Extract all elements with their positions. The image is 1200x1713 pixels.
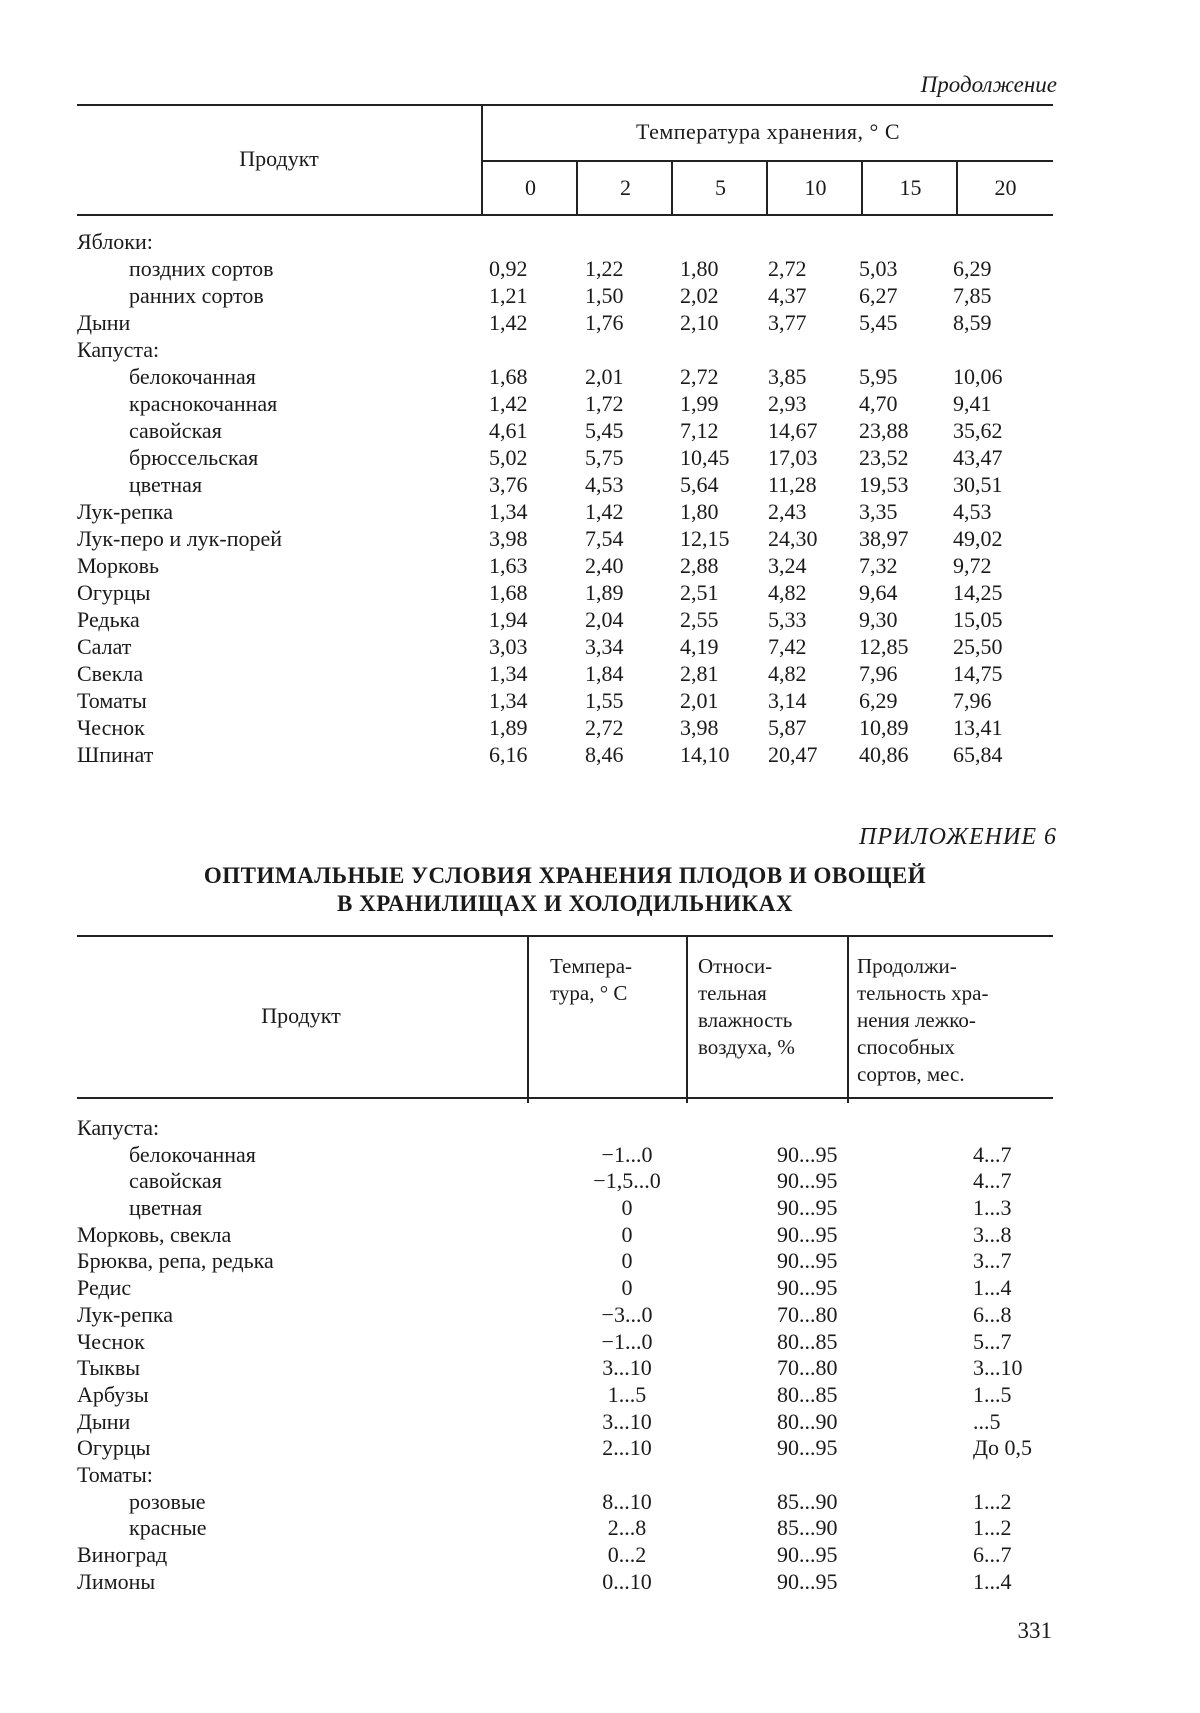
- value-cell: 2,81: [680, 661, 719, 686]
- value-cell: 14,10: [680, 742, 730, 767]
- header-bottom-rule: [77, 214, 1053, 216]
- product-name: Лимоны: [77, 1568, 156, 1594]
- value-cell: 20,47: [768, 742, 818, 767]
- humidity-cell: 90...95: [777, 1195, 838, 1221]
- product-name: Капуста:: [77, 337, 160, 362]
- table-row: [77, 633, 1053, 660]
- value-cell: 10,45: [680, 445, 730, 470]
- product-name: краснокочанная: [129, 391, 278, 416]
- value-cell: 8,46: [585, 742, 624, 767]
- value-cell: 1,34: [489, 661, 528, 686]
- humidity-cell: 70...80: [777, 1301, 838, 1327]
- value-cell: 2,72: [585, 715, 624, 740]
- value-cell: 17,03: [768, 445, 818, 470]
- value-cell: 2,93: [768, 391, 807, 416]
- value-cell: 2,01: [680, 688, 719, 713]
- value-cell: 11,28: [768, 472, 817, 497]
- value-cell: 7,12: [680, 418, 719, 443]
- header-divider: [527, 935, 529, 1103]
- product-name: Лук-репка: [77, 499, 174, 524]
- table-row: [77, 336, 1053, 363]
- table-row: [77, 1409, 1053, 1436]
- value-cell: 7,54: [585, 526, 624, 551]
- col-header-10: 10: [804, 175, 827, 200]
- table-row: [77, 1435, 1053, 1462]
- temperature-cell: −3...0: [601, 1301, 653, 1327]
- duration-cell: 3...7: [973, 1248, 1012, 1274]
- continuation-label: Продолжение: [920, 72, 1057, 97]
- value-cell: 4,19: [680, 634, 719, 659]
- duration-cell: 6...8: [973, 1301, 1012, 1327]
- duration-cell: ...5: [973, 1408, 1001, 1434]
- header-line: способных: [857, 1035, 955, 1059]
- header-line: сортов, мес.: [857, 1062, 965, 1086]
- value-cell: 9,41: [953, 391, 992, 416]
- value-cell: 3,34: [585, 634, 624, 659]
- table-row: [77, 579, 1053, 606]
- humidity-cell: 80...85: [777, 1328, 838, 1354]
- duration-cell: 1...2: [973, 1488, 1012, 1514]
- product-name: красные: [129, 1515, 207, 1541]
- header-line: тельность хра-: [857, 981, 989, 1005]
- appendix-title-line: ОПТИМАЛЬНЫЕ УСЛОВИЯ ХРАНЕНИЯ ПЛОДОВ И ОВОЩЕЙ: [203, 863, 927, 888]
- value-cell: 40,86: [859, 742, 909, 767]
- header-line: Темпера-: [550, 954, 633, 978]
- temperature-cell: 2...8: [607, 1515, 647, 1541]
- value-cell: 12,85: [859, 634, 909, 659]
- product-name: Дыни: [77, 1408, 131, 1434]
- value-cell: 1,99: [680, 391, 719, 416]
- table-row: [77, 228, 1053, 255]
- value-cell: 4,37: [768, 283, 807, 308]
- temperature-cell: 2...10: [602, 1435, 652, 1461]
- value-cell: 10,89: [859, 715, 909, 740]
- product-name: Шпинат: [77, 742, 154, 767]
- value-cell: 1,42: [489, 310, 528, 335]
- header-line: тура, ° С: [550, 981, 628, 1005]
- temperature-cell: −1,5...0: [593, 1168, 661, 1194]
- value-cell: 4,61: [489, 418, 528, 443]
- value-cell: 7,96: [859, 661, 898, 686]
- product-name: Салат: [77, 634, 132, 659]
- product-name: Чеснок: [77, 1328, 145, 1354]
- value-cell: 8,59: [953, 310, 992, 335]
- temperature-cell: 3...10: [602, 1355, 652, 1381]
- value-cell: 5,03: [859, 256, 898, 281]
- table-row: [77, 282, 1053, 309]
- value-cell: 5,87: [768, 715, 807, 740]
- value-cell: 10,06: [953, 364, 1003, 389]
- value-cell: 6,16: [489, 742, 528, 767]
- value-cell: 3,76: [489, 472, 528, 497]
- humidity-cell: 70...80: [777, 1355, 838, 1381]
- col-header-5: 5: [715, 175, 726, 200]
- table-row: [77, 687, 1053, 714]
- value-cell: 2,55: [680, 607, 719, 632]
- table-row: [77, 1168, 1053, 1195]
- product-name: Капуста:: [77, 1115, 160, 1140]
- value-cell: 4,70: [859, 391, 898, 416]
- duration-cell: 1...4: [973, 1568, 1012, 1594]
- value-cell: 1,55: [585, 688, 624, 713]
- temperature-cell: 1...5: [607, 1381, 647, 1407]
- value-cell: 5,45: [585, 418, 624, 443]
- table-row: [77, 1302, 1053, 1329]
- value-cell: 1,80: [680, 499, 719, 524]
- product-name: белокочанная: [129, 364, 256, 389]
- product-name: Брюква, репа, редька: [77, 1248, 274, 1274]
- table-row: [77, 1462, 1053, 1489]
- product-name: брюссельская: [129, 445, 259, 470]
- header-divider: [686, 935, 688, 1103]
- duration-header: [857, 953, 988, 1088]
- header-line: воздуха, %: [698, 1035, 795, 1059]
- duration-cell: 1...3: [973, 1195, 1012, 1221]
- value-cell: 2,04: [585, 607, 624, 632]
- table-row: [77, 471, 1053, 498]
- temperature-cell: −1...0: [601, 1141, 653, 1167]
- temperature-header: Температура хранения, ° С: [635, 119, 901, 144]
- value-cell: 2,72: [680, 364, 719, 389]
- product-name: ранних сортов: [129, 283, 264, 308]
- appendix-title-line: В ХРАНИЛИЩАХ И ХОЛОДИЛЬНИКАХ: [337, 891, 793, 916]
- temperature-cell: 0...10: [602, 1568, 652, 1594]
- value-cell: 3,85: [768, 364, 807, 389]
- value-cell: 1,42: [585, 499, 624, 524]
- humidity-cell: 90...95: [777, 1542, 838, 1567]
- table-row: [77, 660, 1053, 687]
- table-row: [77, 1489, 1053, 1516]
- table-row: [77, 1222, 1053, 1249]
- value-cell: 7,85: [953, 283, 992, 308]
- product-name: розовые: [129, 1488, 206, 1514]
- value-cell: 0,92: [489, 256, 528, 281]
- value-cell: 24,30: [768, 526, 818, 551]
- duration-cell: 1...2: [973, 1515, 1012, 1541]
- product-name: поздних сортов: [129, 256, 274, 281]
- value-cell: 3,77: [768, 310, 807, 335]
- appendix-title: [77, 862, 1053, 918]
- humidity-cell: 90...95: [777, 1141, 838, 1167]
- header-line: влажность: [698, 1008, 793, 1032]
- value-cell: 3,98: [489, 526, 528, 551]
- humidity-cell: 90...95: [777, 1568, 838, 1594]
- value-cell: 43,47: [953, 445, 1003, 470]
- value-cell: 2,88: [680, 553, 719, 578]
- humidity-cell: 90...95: [777, 1221, 838, 1247]
- value-cell: 3,98: [680, 715, 719, 740]
- duration-cell: 4...7: [973, 1141, 1012, 1167]
- table-row: [77, 525, 1053, 552]
- duration-cell: 3...8: [973, 1221, 1012, 1247]
- value-cell: 25,50: [953, 634, 1003, 659]
- value-cell: 14,75: [953, 661, 1003, 686]
- value-cell: 1,68: [489, 364, 528, 389]
- value-cell: 2,43: [768, 499, 807, 524]
- table-row: [77, 714, 1053, 741]
- temperature-cell: 8...10: [602, 1488, 652, 1514]
- value-cell: 49,02: [953, 526, 1003, 551]
- value-cell: 14,67: [768, 418, 818, 443]
- value-cell: 1,89: [489, 715, 528, 740]
- product-name: Яблоки:: [77, 229, 153, 254]
- product-name: Томаты:: [77, 1461, 153, 1487]
- table-row: [77, 255, 1053, 282]
- value-cell: 7,32: [859, 553, 898, 578]
- header-divider: [847, 935, 849, 1103]
- product-header: Продукт: [261, 1003, 341, 1028]
- product-name: Томаты: [77, 688, 147, 713]
- table-row: [77, 741, 1053, 768]
- humidity-cell: 80...85: [777, 1381, 838, 1407]
- value-cell: 5,33: [768, 607, 807, 632]
- value-cell: 3,35: [859, 499, 898, 524]
- value-cell: 1,34: [489, 688, 528, 713]
- table-row: [77, 1569, 1053, 1596]
- value-cell: 1,42: [489, 391, 528, 416]
- table-row: [77, 1248, 1053, 1275]
- value-cell: 2,72: [768, 256, 807, 281]
- value-cell: 19,53: [859, 472, 909, 497]
- page-number: 331: [1017, 1618, 1052, 1643]
- value-cell: 5,75: [585, 445, 624, 470]
- product-name: Дыни: [77, 310, 131, 335]
- product-header: Продукт: [239, 146, 319, 171]
- product-name: Виноград: [77, 1542, 168, 1567]
- table-row: [77, 1515, 1053, 1542]
- value-cell: 1,84: [585, 661, 624, 686]
- value-cell: 1,80: [680, 256, 719, 281]
- header-bottom-rule: [77, 1097, 1053, 1099]
- duration-cell: До 0,5: [973, 1435, 1033, 1461]
- value-cell: 2,40: [585, 553, 624, 578]
- temperature-cell: 0: [621, 1275, 633, 1301]
- table-row: [77, 1355, 1053, 1382]
- humidity-cell: 85...90: [777, 1488, 838, 1514]
- value-cell: 1,34: [489, 499, 528, 524]
- value-cell: 23,88: [859, 418, 909, 443]
- table2-body: [77, 1115, 1053, 1595]
- value-cell: 7,42: [768, 634, 807, 659]
- value-cell: 6,29: [859, 688, 898, 713]
- value-cell: 35,62: [953, 418, 1003, 443]
- duration-cell: 4...7: [973, 1168, 1012, 1194]
- value-cell: 1,21: [489, 283, 528, 308]
- product-name: Редис: [77, 1275, 132, 1301]
- value-cell: 2,01: [585, 364, 624, 389]
- product-name: Чеснок: [77, 715, 145, 740]
- table-row: [77, 444, 1053, 471]
- duration-cell: 3...10: [973, 1355, 1023, 1381]
- table-row: [77, 309, 1053, 336]
- value-cell: 1,68: [489, 580, 528, 605]
- value-cell: 2,10: [680, 310, 719, 335]
- value-cell: 13,41: [953, 715, 1003, 740]
- duration-cell: 6...7: [973, 1542, 1012, 1567]
- duration-cell: 1...5: [973, 1381, 1012, 1407]
- temperature-header: [550, 953, 632, 1007]
- table-row: [77, 606, 1053, 633]
- product-name: белокочанная: [129, 1141, 256, 1167]
- value-cell: 9,72: [953, 553, 992, 578]
- col-header-15: 15: [899, 175, 922, 200]
- value-cell: 1,76: [585, 310, 624, 335]
- value-cell: 5,95: [859, 364, 898, 389]
- value-cell: 4,82: [768, 661, 807, 686]
- product-name: Тыквы: [77, 1355, 140, 1381]
- humidity-header: [698, 953, 795, 1061]
- table-row: [77, 1142, 1053, 1169]
- appendix-label: ПРИЛОЖЕНИЕ 6: [859, 824, 1057, 850]
- temperature-cell: 0: [621, 1221, 633, 1247]
- value-cell: 5,02: [489, 445, 528, 470]
- humidity-cell: 90...95: [777, 1275, 838, 1301]
- table-row: [77, 390, 1053, 417]
- value-cell: 30,51: [953, 472, 1003, 497]
- table-row: [77, 498, 1053, 525]
- product-name: Лук-репка: [77, 1301, 174, 1327]
- product-name: Огурцы: [77, 1435, 151, 1461]
- value-cell: 1,72: [585, 391, 624, 416]
- temperature-cell: 0...2: [607, 1542, 647, 1567]
- col-header-20: 20: [994, 175, 1017, 200]
- temperature-cell: 3...10: [602, 1408, 652, 1434]
- col-header-2: 2: [620, 175, 631, 200]
- temperature-cell: −1...0: [601, 1328, 653, 1354]
- value-cell: 12,15: [680, 526, 730, 551]
- value-cell: 6,27: [859, 283, 898, 308]
- temperature-cell: 0: [621, 1248, 633, 1274]
- value-cell: 2,51: [680, 580, 719, 605]
- value-cell: 5,45: [859, 310, 898, 335]
- product-name: Морковь: [77, 553, 160, 578]
- product-name: цветная: [129, 472, 203, 497]
- header-line: нения лежко-: [857, 1008, 976, 1032]
- value-cell: 4,82: [768, 580, 807, 605]
- product-name: савойская: [129, 1168, 222, 1194]
- product-name: Арбузы: [77, 1381, 149, 1407]
- value-cell: 1,50: [585, 283, 624, 308]
- value-cell: 23,52: [859, 445, 909, 470]
- value-cell: 4,53: [953, 499, 992, 524]
- header-line: Относи-: [698, 954, 773, 978]
- table-row: [77, 1329, 1053, 1356]
- value-cell: 15,05: [953, 607, 1003, 632]
- duration-cell: 5...7: [973, 1328, 1012, 1354]
- temperature-cell: 0: [621, 1195, 633, 1221]
- value-cell: 38,97: [859, 526, 909, 551]
- table-row: [77, 1195, 1053, 1222]
- humidity-cell: 90...95: [777, 1168, 838, 1194]
- table-row: [77, 417, 1053, 444]
- header-line: Продолжи-: [857, 954, 957, 978]
- value-cell: 5,64: [680, 472, 719, 497]
- humidity-cell: 80...90: [777, 1408, 838, 1434]
- table-row: [77, 1382, 1053, 1409]
- duration-cell: 1...4: [973, 1275, 1012, 1301]
- value-cell: 1,89: [585, 580, 624, 605]
- value-cell: 7,96: [953, 688, 992, 713]
- value-cell: 9,64: [859, 580, 898, 605]
- product-name: Лук-перо и лук-порей: [77, 526, 283, 551]
- col-header-0: 0: [525, 175, 536, 200]
- value-cell: 1,94: [489, 607, 528, 632]
- value-cell: 3,14: [768, 688, 807, 713]
- value-cell: 1,63: [489, 553, 528, 578]
- value-cell: 6,29: [953, 256, 992, 281]
- value-cell: 1,22: [585, 256, 624, 281]
- product-name: Морковь, свекла: [77, 1221, 232, 1247]
- product-name: савойская: [129, 418, 222, 443]
- header-line: тельная: [698, 981, 767, 1005]
- table-row: [77, 1542, 1053, 1569]
- value-cell: 9,30: [859, 607, 898, 632]
- table-row: [77, 1115, 1053, 1142]
- value-cell: 14,25: [953, 580, 1003, 605]
- table-row: [77, 552, 1053, 579]
- humidity-cell: 85...90: [777, 1515, 838, 1541]
- value-cell: 4,53: [585, 472, 624, 497]
- humidity-cell: 90...95: [777, 1248, 838, 1274]
- table1-body: [77, 228, 1053, 768]
- product-name: Редька: [77, 607, 140, 632]
- table-row: [77, 363, 1053, 390]
- product-name: Свекла: [77, 661, 144, 686]
- value-cell: 65,84: [953, 742, 1003, 767]
- product-name: цветная: [129, 1195, 203, 1221]
- product-name: Огурцы: [77, 580, 151, 605]
- value-cell: 3,24: [768, 553, 807, 578]
- value-cell: 3,03: [489, 634, 528, 659]
- value-cell: 2,02: [680, 283, 719, 308]
- table-row: [77, 1275, 1053, 1302]
- humidity-cell: 90...95: [777, 1435, 838, 1461]
